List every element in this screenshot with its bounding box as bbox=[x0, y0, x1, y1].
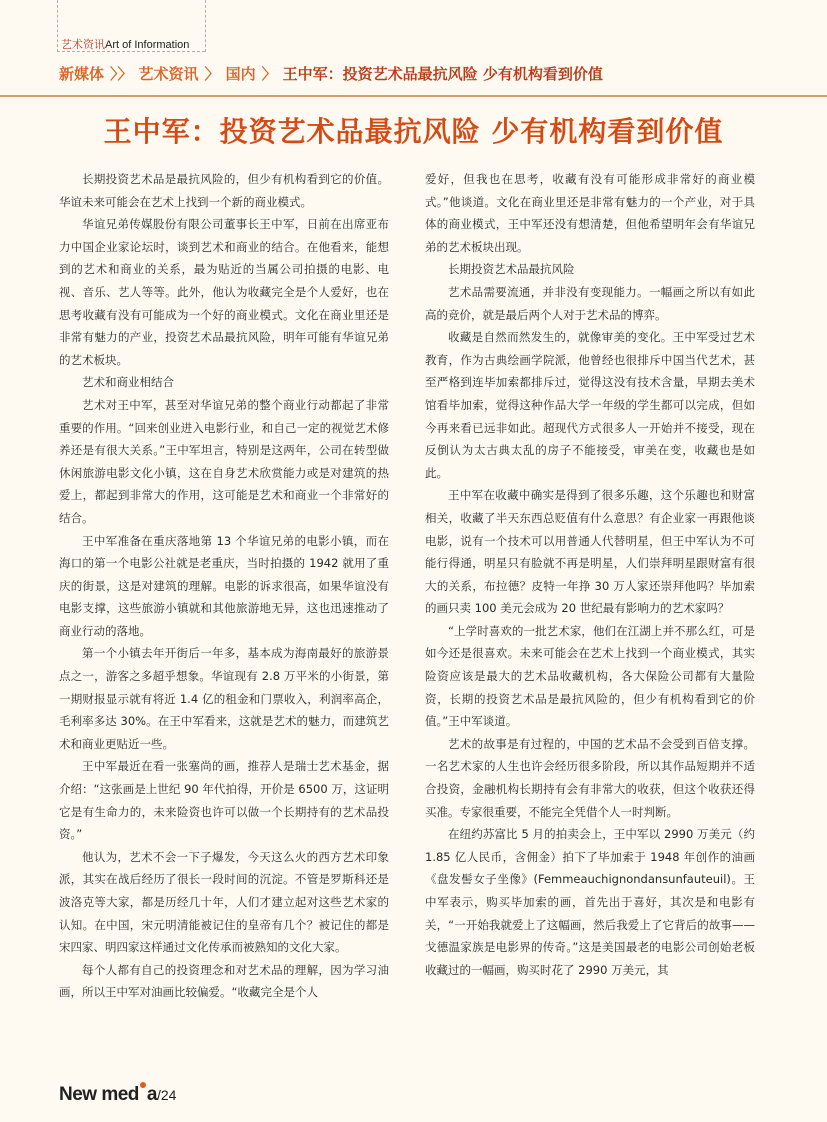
paragraph: 爱好，但我也在思考，收藏有没有可能形成非常好的商业模式。”他谈道。文化在商业里还是非常有魅力的一个产业，对于具体的商业模式，王中军还没有想清楚，但他希望明年会有华谊兄弟的艺术板块出现。 bbox=[425, 172, 755, 254]
paragraph: 在纽约苏富比 5 月的拍卖会上，王中军以 2990 万美元（约 1.85 亿人民币，含佣金）拍下了毕加索于 1948 年创作的油画《盘发髻女子坐像》(Femmeauchignondansunfauteuil)。王中军表示，购买毕加索的画，首先出于喜好，其次是和电影有关，“一开始我就爱上了这幅画，然后我爱上了它背后的故事——戈德温家族是电影界的传奇。”这是美国最老的电影公司创始老板收藏过的一幅画，购买时花了 2990 万美元，其 bbox=[425, 827, 755, 977]
section-tag-cn: 艺术资讯 bbox=[61, 39, 105, 51]
paragraph: 王中军最近在看一张塞尚的画，推荐人是瑞士艺术基金，据介绍：“这张画是上世纪 90 年代拍得，开价是 6500 万，这证明它是有生命力的，未来险资也许可以做一个长期持有的艺术品投资。” bbox=[59, 759, 389, 842]
breadcrumb-separator: 〉 bbox=[261, 65, 277, 83]
paragraph: 长期投资艺术品是最抗风险的，但少有机构看到它的价值。华谊未来可能会在艺术上找到一个新的商业模式。 bbox=[59, 172, 389, 209]
paragraph: 收藏是自然而然发生的，就像审美的变化。王中军受过艺术教育，作为古典绘画学院派，他曾经也很排斥中国当代艺术，甚至严格到连毕加索都排斥过，觉得这没有技术含量，早期去美术馆看毕加索，觉得这种作品大学一年级的学生都可以完成，但如今再来看已远非如此。超现代方式很多人一开始并不接受，现在反倒认为太古典太乱的房子不能接受，审美在变，收藏也是如此。 bbox=[425, 330, 755, 480]
paragraph: 王中军准备在重庆落地第 13 个华谊兄弟的电影小镇，而在海口的第一个电影公社就是老重庆，当时拍摄的 1942 就用了重庆的街景，这是对建筑的理解。电影的诉求很高，如果华谊没有电影支撑，这些旅游小镇就和其他旅游地无异，这也迅速推动了商业行动的落地。 bbox=[59, 533, 389, 638]
crop-mark-left bbox=[57, 0, 58, 52]
article-title: 王中军：投资艺术品最抗风险 少有机构看到价值 bbox=[103, 115, 724, 148]
page-number: /24 bbox=[157, 1087, 177, 1103]
section-tag bbox=[61, 36, 189, 52]
paragraph: 华谊兄弟传媒股份有限公司董事长王中军，日前在出席亚布力中国企业家论坛时，谈到艺术和商业的结合。在他看来，能想到的艺术和商业的关系，最为贴近的当属公司拍摄的电影、电视、音乐、艺人等等。此外，他认为收藏完全是个人爱好，也在思考收藏有没有可能成为一个好的商业模式。文化在商业里还是非常有魅力的产业，投资艺术品最抗风险，明年可能有华谊兄弟的艺术板块。 bbox=[59, 217, 389, 367]
paragraph: 艺术的故事是有过程的，中国的艺术品不会受到百倍支撑。一名艺术家的人生也许会经历很多阶段，所以其作品短期并不适合投资，金融机构长期持有会有非常大的收获，但这个收获还得买准。专家很重要，不能完全凭借个人一时判断。 bbox=[425, 736, 755, 819]
breadcrumb-separator: 〉 bbox=[204, 65, 220, 83]
breadcrumb-current: 王中军：投资艺术品最抗风险 少有机构看到价值 bbox=[282, 65, 603, 83]
article-column-right bbox=[425, 168, 755, 981]
paragraph: 艺术品需要流通，并非没有变现能力。一幅画之所以有如此高的竞价，就是最后两个人对于艺术品的博弈。 bbox=[425, 284, 755, 322]
breadcrumb bbox=[59, 63, 603, 84]
paragraph: 艺术对王中军，甚至对华谊兄弟的整个商业行动都起了非常重要的作用。“回来创业进入电影行业，和自己一定的视觉艺术修养还是有很大关系。”王中军坦言，特别是这两年，公司在转型做休闲旅游电影文化小镇，这在自身艺术欣赏能力或是对建筑的热爱上，都起到非常大的作用，这可能是艺术和商业一个非常好的结合。 bbox=[59, 397, 389, 525]
page-footer bbox=[59, 1082, 176, 1106]
header-divider bbox=[0, 95, 827, 97]
article-column-left bbox=[59, 168, 389, 1004]
section-subheading: 艺术和商业相结合 bbox=[82, 375, 174, 390]
section-tag-en: Art of Information bbox=[105, 39, 190, 51]
paragraph: “上学时喜欢的一批艺术家，他们在江湖上并不那么红，可是如今还是很喜欢。未来可能会在艺术上找到一个商业模式，其实险资应该是最大的艺术品收藏机构，各大保险公司都有大量险资，长期的投资艺术品是最抗风险的，但少有机构看到它的价值。”王中军谈道。 bbox=[425, 623, 755, 729]
breadcrumb-separator: 〉〉 bbox=[110, 65, 133, 83]
brand-dot-icon bbox=[140, 1082, 146, 1088]
footer-brand: New med a bbox=[59, 1084, 157, 1105]
paragraph: 王中军在收藏中确实是得到了很多乐趣，这个乐趣也和财富相关，收藏了半天东西总贬值有什么意思？有企业家一再跟他谈电影，说有一个技术可以用普通人代替明星，但王中军认为不可能行得通，明星只有脸就不再是明星，人们崇拜明星跟财富有很大的关系，布拉德？皮特一年挣 30 万人家还崇拜他吗？毕加索的画只卖 100 美元会成为 20 世纪最有影响力的艺术家吗？ bbox=[425, 488, 755, 616]
crop-mark-right bbox=[205, 0, 206, 52]
breadcrumb-item-domestic[interactable]: 国内 bbox=[225, 65, 256, 83]
section-subheading: 长期投资艺术品最抗风险 bbox=[448, 262, 575, 277]
breadcrumb-item-new-media[interactable]: 新媒体 bbox=[59, 65, 105, 83]
breadcrumb-item-art-news[interactable]: 艺术资讯 bbox=[138, 65, 199, 83]
paragraph: 第一个小镇去年开街后一年多，基本成为海南最好的旅游景点之一，游客之多超乎想象。华谊现有 2.8 万平米的小街景，第一期财报显示就有将近 1.4 亿的租金和门票收入，利润率高企，毛利率多达 30%。在王中军看来，这就是艺术的魅力，而建筑艺术和商业更贴近一些。 bbox=[59, 646, 389, 751]
paragraph: 他认为，艺术不会一下子爆发，今天这么火的西方艺术印象派，其实在战后经历了很长一段时间的沉淀。不管是罗斯科还是波洛克等大家，都是历经几十年，人们才建立起对这些艺术家的认知。在中国，宋元明清能被记住的皇帝有几个？被记住的都是宋四家、明四家这样通过文化传承而被熟知的文化大家。 bbox=[59, 849, 389, 955]
paragraph: 每个人都有自己的投资理念和对艺术品的理解，因为学习油画，所以王中军对油画比较偏爱。“收藏完全是个人 bbox=[59, 962, 389, 1000]
